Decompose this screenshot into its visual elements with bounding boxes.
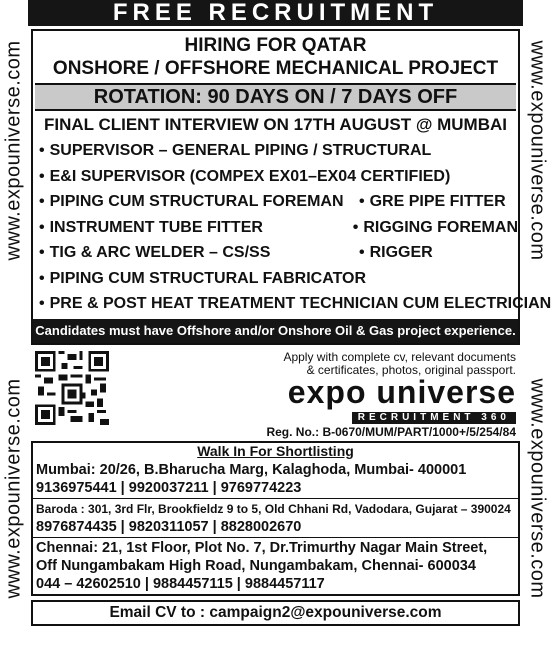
office-chennai bbox=[33, 537, 518, 594]
project-type: ONSHORE / OFFSHORE MECHANICAL PROJECT bbox=[52, 58, 499, 79]
office-city: Chennai: bbox=[36, 539, 99, 556]
company-section bbox=[31, 345, 520, 441]
side-website-left-bottom: www.expouniverse.com bbox=[2, 378, 25, 599]
bullet-icon: • bbox=[39, 295, 45, 312]
hiring-country: HIRING FOR QATAR bbox=[184, 35, 367, 56]
position-row bbox=[39, 266, 518, 292]
position-item: • E&I SUPERVISOR (COMPEX EX01–EX04 CERTIFIED) bbox=[39, 164, 450, 190]
bullet-icon: • bbox=[39, 244, 45, 261]
position-item: • GRE PIPE FITTER bbox=[359, 189, 518, 215]
company-logo bbox=[287, 373, 516, 425]
position-item: • RIGGING FOREMAN bbox=[353, 215, 518, 241]
office-phones: 8976874435 | 9820311057 | 8828002670 bbox=[36, 518, 302, 535]
bullet-icon: • bbox=[39, 167, 45, 185]
position-item: • PIPING CUM STRUCTURAL FOREMAN bbox=[39, 189, 359, 215]
bullet-icon: • bbox=[352, 218, 359, 236]
free-recruitment-banner: FREE RECRUITMENT bbox=[28, 0, 523, 26]
position-item: • PIPING CUM STRUCTURAL FABRICATOR bbox=[39, 266, 366, 292]
walk-in-heading: Walk In For Shortlisting bbox=[197, 442, 354, 459]
side-website-right-top: www.expouniverse.com bbox=[526, 39, 549, 261]
experience-requirement: Candidates must have Offshore and/or Onshore Oil & Gas project experience. bbox=[33, 319, 518, 343]
interview-notice: FINAL CLIENT INTERVIEW ON 17TH AUGUST @ MUMBAI bbox=[44, 115, 507, 134]
bullet-icon: • bbox=[39, 269, 45, 287]
side-strip-left bbox=[0, 0, 28, 647]
bullet-icon: • bbox=[39, 218, 45, 236]
apply-line: & certificates, photos, original passport. bbox=[306, 362, 516, 377]
office-city: Mumbai: bbox=[36, 461, 96, 478]
office-baroda bbox=[33, 498, 518, 537]
position-item: • RIGGER bbox=[359, 240, 518, 266]
apply-instructions bbox=[216, 351, 516, 377]
position-row bbox=[39, 240, 518, 266]
office-address: Mumbai: 20/26, B.Bharucha Marg, Kalaghoda, Mumbai- 400001 bbox=[36, 461, 467, 478]
position-item: • SUPERVISOR – GENERAL PIPING / STRUCTURAL bbox=[39, 138, 431, 164]
company-tagline: RECRUITMENT 360 bbox=[352, 412, 516, 424]
office-mumbai bbox=[33, 460, 518, 498]
position-item: • INSTRUMENT TUBE FITTER bbox=[39, 215, 353, 241]
office-city: Baroda : bbox=[36, 501, 85, 516]
rotation-band: ROTATION: 90 DAYS ON / 7 DAYS OFF bbox=[35, 83, 516, 111]
office-phones: 9136975441 | 9920037211 | 9769774223 bbox=[36, 479, 302, 496]
side-strip-right bbox=[523, 0, 551, 647]
bullet-icon: • bbox=[39, 193, 45, 210]
side-website-right-bottom: www.expouniverse.com bbox=[526, 378, 549, 599]
position-row bbox=[39, 215, 518, 241]
bullet-icon: • bbox=[359, 244, 365, 261]
position-row bbox=[39, 291, 551, 317]
email-cv-line: Email CV to : campaign2@expouniverse.com bbox=[31, 600, 520, 626]
position-item: • TIG & ARC WELDER – CS/SS bbox=[39, 240, 359, 266]
office-address: Baroda : 301, 3rd Flr, Brookfieldz 9 to 5, Old Chhani Rd, Vadodara, Gujarat – 390024 bbox=[36, 501, 511, 516]
bullet-icon: • bbox=[359, 193, 365, 210]
position-row bbox=[39, 138, 518, 164]
qr-code-icon bbox=[35, 351, 109, 425]
registration-number: Reg. No.: B-0670/MUM/PART/1000+/5/254/84 bbox=[266, 424, 516, 439]
offices-box bbox=[31, 441, 520, 596]
side-website-left-top: www.expouniverse.com bbox=[2, 39, 25, 261]
position-row bbox=[39, 189, 518, 215]
office-address: Chennai: 21, 1st Floor, Plot No. 7, Dr.Trimurthy Nagar Main Street, bbox=[36, 539, 488, 556]
office-address-cont: Off Nungambakam High Road, Nungambakam, Chennai- 600034 bbox=[36, 557, 476, 574]
company-name: expo universe bbox=[287, 373, 516, 410]
office-phones: 044 – 42602510 | 9884457115 | 9884457117 bbox=[36, 575, 325, 592]
position-row bbox=[39, 164, 518, 190]
bullet-icon: • bbox=[39, 142, 45, 159]
apply-line: Apply with complete cv, relevant documents bbox=[283, 349, 516, 364]
position-item: • PRE & POST HEAT TREATMENT TECHNICIAN CUM ELECTRICIAN bbox=[39, 291, 551, 317]
